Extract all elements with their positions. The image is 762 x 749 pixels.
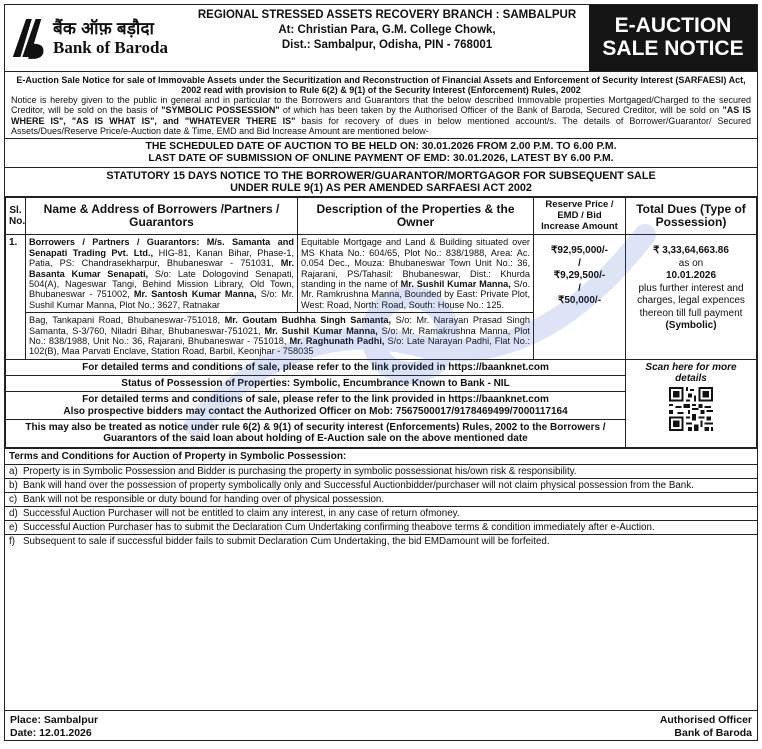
- bank-logo: [5, 5, 185, 71]
- list-item: [5, 507, 757, 521]
- list-item: [5, 535, 757, 548]
- qr-caption: Scan here for more details: [645, 361, 737, 385]
- reserve-cell: [534, 235, 626, 359]
- term-text: Subsequent to sale if successful bidder fails to submit Declaration Cum Undertaking, the bid EMDamount will be forfeited.: [23, 536, 550, 548]
- cont-text-c: S/o: Mr. Narayan Prasad Singh Samanta, S-3/760, Niladri Bihar, Bhubaneswar-751021,: [29, 315, 530, 336]
- list-item: [5, 465, 757, 479]
- cont-text-a: Bag, Tankapani Road, Bhubaneswar-751018,: [29, 315, 225, 326]
- borrowers-text-b: HIG-81, Kanan Bihar, Phase-1, Patia, PS: Chandrasekharpur, Bhubaneswar - 751031,: [29, 247, 294, 269]
- info-row-link: [6, 359, 757, 375]
- dues-type: (Symbolic): [665, 320, 717, 332]
- footer-place: Place: Sambalpur: [10, 714, 99, 726]
- footer-bank: Bank of Baroda: [674, 726, 752, 739]
- table-header-row: [6, 198, 757, 235]
- link-line: For detailed terms and conditions of sale, please refer to the link provided in https://baanknet.com: [6, 359, 626, 375]
- dues-note: plus further interest and charges, legal expences thereon till full payment: [637, 282, 745, 319]
- borrowers-cell: [26, 235, 298, 313]
- term-key: e): [9, 522, 18, 534]
- description-cell: [298, 235, 534, 313]
- emd-amount: ₹9,29,500/-: [553, 270, 606, 282]
- schedule-box: [5, 138, 757, 168]
- logo-hindi-text: बैंक ऑफ़ बड़ौदा: [53, 18, 155, 38]
- intro-text-2: of which has been taken by the Authorised Officer of the Bank of Baroda, Secured Creditor, will be sold on: [279, 105, 723, 116]
- statutory-notice: [5, 168, 757, 198]
- terms-list: [5, 465, 757, 548]
- col-header-sl: Sl. No.: [6, 198, 26, 235]
- possession-status: Status of Possession of Properties: Symbolic, Encumbrance Known to Bank - NIL: [6, 376, 626, 392]
- intro-text-1: Notice is hereby given to the public in general and in particular to the Borrowers and Guarantors that the below described Immovable properties Mortgaged/Charged to the secured Creditor, will be sold on the basis of: [11, 95, 751, 116]
- reserve-slash-1: /: [578, 257, 581, 269]
- dues-cell: [626, 235, 757, 359]
- title-line-1: E-AUCTION: [614, 14, 732, 38]
- qr-code-icon[interactable]: [669, 387, 713, 431]
- auction-date-line: THE SCHEDULED DATE OF AUCTION TO BE HELD ON: 30.01.2026 FROM 2.00 P.M. TO 6.00 P.M.: [145, 140, 617, 152]
- footer: [5, 710, 757, 740]
- reserve-price: ₹92,95,000/-: [551, 245, 608, 257]
- statutory-line-1: STATUTORY 15 DAYS NOTICE TO THE BORROWER/GUARANTOR/MORTGAGOR FOR SUBSEQUENT SALE: [106, 169, 656, 182]
- cont-text-f: Mr. Raghunath Padhi,: [289, 335, 385, 346]
- title-line-2: SALE NOTICE: [602, 37, 744, 60]
- term-text: Bank will not be responsible or duty bound for handing over of physical possession.: [23, 493, 385, 505]
- desc-text-b: Mr. Sushil Kumar Manna,: [400, 279, 511, 290]
- footer-date: Date: 12.01.2026: [10, 726, 92, 739]
- cont-text-b: Mr. Goutam Budhha Singh Samanta,: [224, 315, 392, 326]
- cont-text-d: Mr. Sushil Kumar Manna,: [264, 325, 378, 336]
- borrowers-text-e: Mr. Santosh Kumar Manna,: [133, 289, 257, 300]
- col-header-description: Description of the Properties & the Owner: [298, 198, 534, 235]
- header: [5, 5, 757, 72]
- auction-notice: [4, 4, 758, 741]
- list-item: [5, 493, 757, 507]
- borrowers-text-f: S/o: Mr. Sushil Kumar Manna, Plot No.: 3627, Ratnakar: [29, 289, 294, 310]
- intro-bold-1: "SYMBOLIC POSSESSION": [161, 105, 280, 116]
- terms-heading: Terms and Conditions for Auction of Property in Symbolic Possession:: [5, 448, 757, 465]
- list-item: [5, 479, 757, 493]
- bid-increase: ₹50,000/-: [557, 295, 602, 307]
- footer-right: [660, 714, 752, 737]
- link-line-2: For detailed terms and conditions of sale, please refer to the link provided in https://baanknet.com: [82, 394, 549, 406]
- list-item: [5, 521, 757, 535]
- col-header-reserve: Reserve Price / EMD / Bid Increase Amount: [534, 198, 626, 235]
- borrowers-continuation: [26, 313, 534, 360]
- qr-cell: [626, 359, 757, 447]
- col-header-name: Name & Address of Borrowers /Partners / Guarantors: [26, 198, 298, 235]
- branch-address: [185, 5, 589, 71]
- cont-text-e: S/o: Mr. Ramakrushna Manna, Plot No.: 838/1988, Unit No.: 36, Rajarani, Bhubaneswar - 751018,: [29, 325, 530, 346]
- cont-text-g: S/o: Late Narayan Padhi, Flat No.: 102(B), Maa Parvati Enclave, Station Road, Barbil, Keonjhar - 758035: [29, 335, 531, 357]
- reserve-slash-2: /: [578, 282, 581, 294]
- term-key: d): [9, 508, 18, 520]
- footer-officer: Authorised Officer: [659, 714, 752, 726]
- term-key: a): [9, 465, 18, 477]
- col-header-dues: Total Dues (Type of Possession): [626, 198, 757, 235]
- term-text: Bank will hand over the possession of property symbolically only and Successful Auctionbidder/purchaser will not claim physical possession from the Bank.: [23, 479, 694, 491]
- desc-text-a: Equitable Mortgage and Land & Building situated over MS Khata No.: 604/65, Plot No.: 838/1988, Area: Ac. 0.054 Dec., Mouza: Bhubaneswar Town Unit No.: 36, Rajarani, PS/Tahasil: Bhubaneswar, Dist.: Khurda standing in the name of: [301, 237, 530, 290]
- contact-line: Also prospective bidders may contact the Authorized Officer on Mob: 7567500017/9178469499/7000117164: [63, 405, 568, 417]
- term-text: Property is in Symbolic Possession and Bidder is purchasing the property in symbolic possessionat his/own risk & responsibility.: [23, 465, 577, 477]
- dues-as-on: as on: [678, 257, 704, 269]
- contact-cell: [6, 392, 626, 420]
- intro-section: [5, 72, 757, 138]
- intro-bold-2: "AS IS WHERE IS", "AS IS WHAT IS", and "WHATEVER THERE IS": [11, 105, 751, 126]
- term-key: b): [9, 479, 18, 491]
- intro-text-3: basis for recovery of dues in below mentioned account/s. The details of Borrower/Guarantor/ Secured Assets/Dues/Reserve Price/e-Auction date & Time, EMD and Bid Increase Amount are mentioned below-: [11, 115, 752, 136]
- borrowers-text-c: Mr. Basanta Kumar Senapati,: [29, 258, 294, 279]
- footer-left: [10, 714, 98, 737]
- property-table: [5, 197, 757, 447]
- term-text: Successful Auction Purchaser will not be entitled to claim any interest, in any case of return ofmoney.: [23, 508, 460, 520]
- baroda-sun-logo-icon: [9, 15, 47, 61]
- branch-name: REGIONAL STRESSED ASSETS RECOVERY BRANCH : SAMBALPUR: [197, 9, 577, 21]
- branch-address-line-2: Dist.: Sambalpur, Odisha, PIN - 768001: [281, 38, 493, 51]
- term-key: f): [9, 536, 15, 548]
- row-sl: 1.: [6, 235, 26, 359]
- notice-title: [589, 5, 757, 71]
- intro-body: [11, 95, 751, 136]
- notice-line: This may also be treated as notice under rule 6(2) & 9(1) of security interest (Enforcements) Rules, 2002 to the Borrowers / Guarantors of the said loan about holding of E-Auction sale on the above mentioned date: [6, 419, 626, 447]
- table-row: [6, 235, 757, 313]
- dues-amount: ₹ 3,33,64,663.86: [653, 245, 729, 257]
- emd-date-line: LAST DATE OF SUBMISSION OF ONLINE PAYMENT OF EMD: 30.01.2026, LATEST BY 6.00 P.M.: [148, 152, 614, 164]
- term-text: Successful Auction Purchaser has to submit the Declaration Cum Undertaking confirming theabove terms & condition immediately after e-Auction.: [23, 522, 655, 534]
- branch-address-line-1: At: Christian Para, G.M. College Chowk,: [278, 23, 496, 36]
- term-key: c): [9, 493, 18, 505]
- intro-subhead: E-Auction Sale Notice for sale of Immovable Assets under the Securitization and Reconstruction of Financial Assets and Enforcement of Security Interest (SARFAESI) Act, 2002 read with provision to Rule 6(2) & 9(1) of the Security Interest (Enforcement) Rules, 2002: [16, 75, 746, 96]
- dues-date: 10.01.2026: [665, 270, 717, 282]
- statutory-line-2: UNDER RULE 9(1) AS PER AMENDED SARFAESI ACT 2002: [230, 181, 532, 194]
- borrowers-text-a: Borrowers / Partners / Guarantors: M/s. Samanta and Senapati Trading Pvt. Ltd.,: [29, 237, 294, 258]
- borrowers-text-d: S/o: Late Dologovind Senapati, 504(A), Nageswar Tangi, Behind Mission Library, Old Town, Bhubaneswar - 751002,: [29, 268, 294, 300]
- desc-text-c: S/o. Mr. Ramkrushna Manna, Bounded by East: Private Plot, West: Road, North: Road, South: House No.: 125.: [301, 279, 530, 310]
- logo-english-text: Bank of Baroda: [53, 38, 168, 57]
